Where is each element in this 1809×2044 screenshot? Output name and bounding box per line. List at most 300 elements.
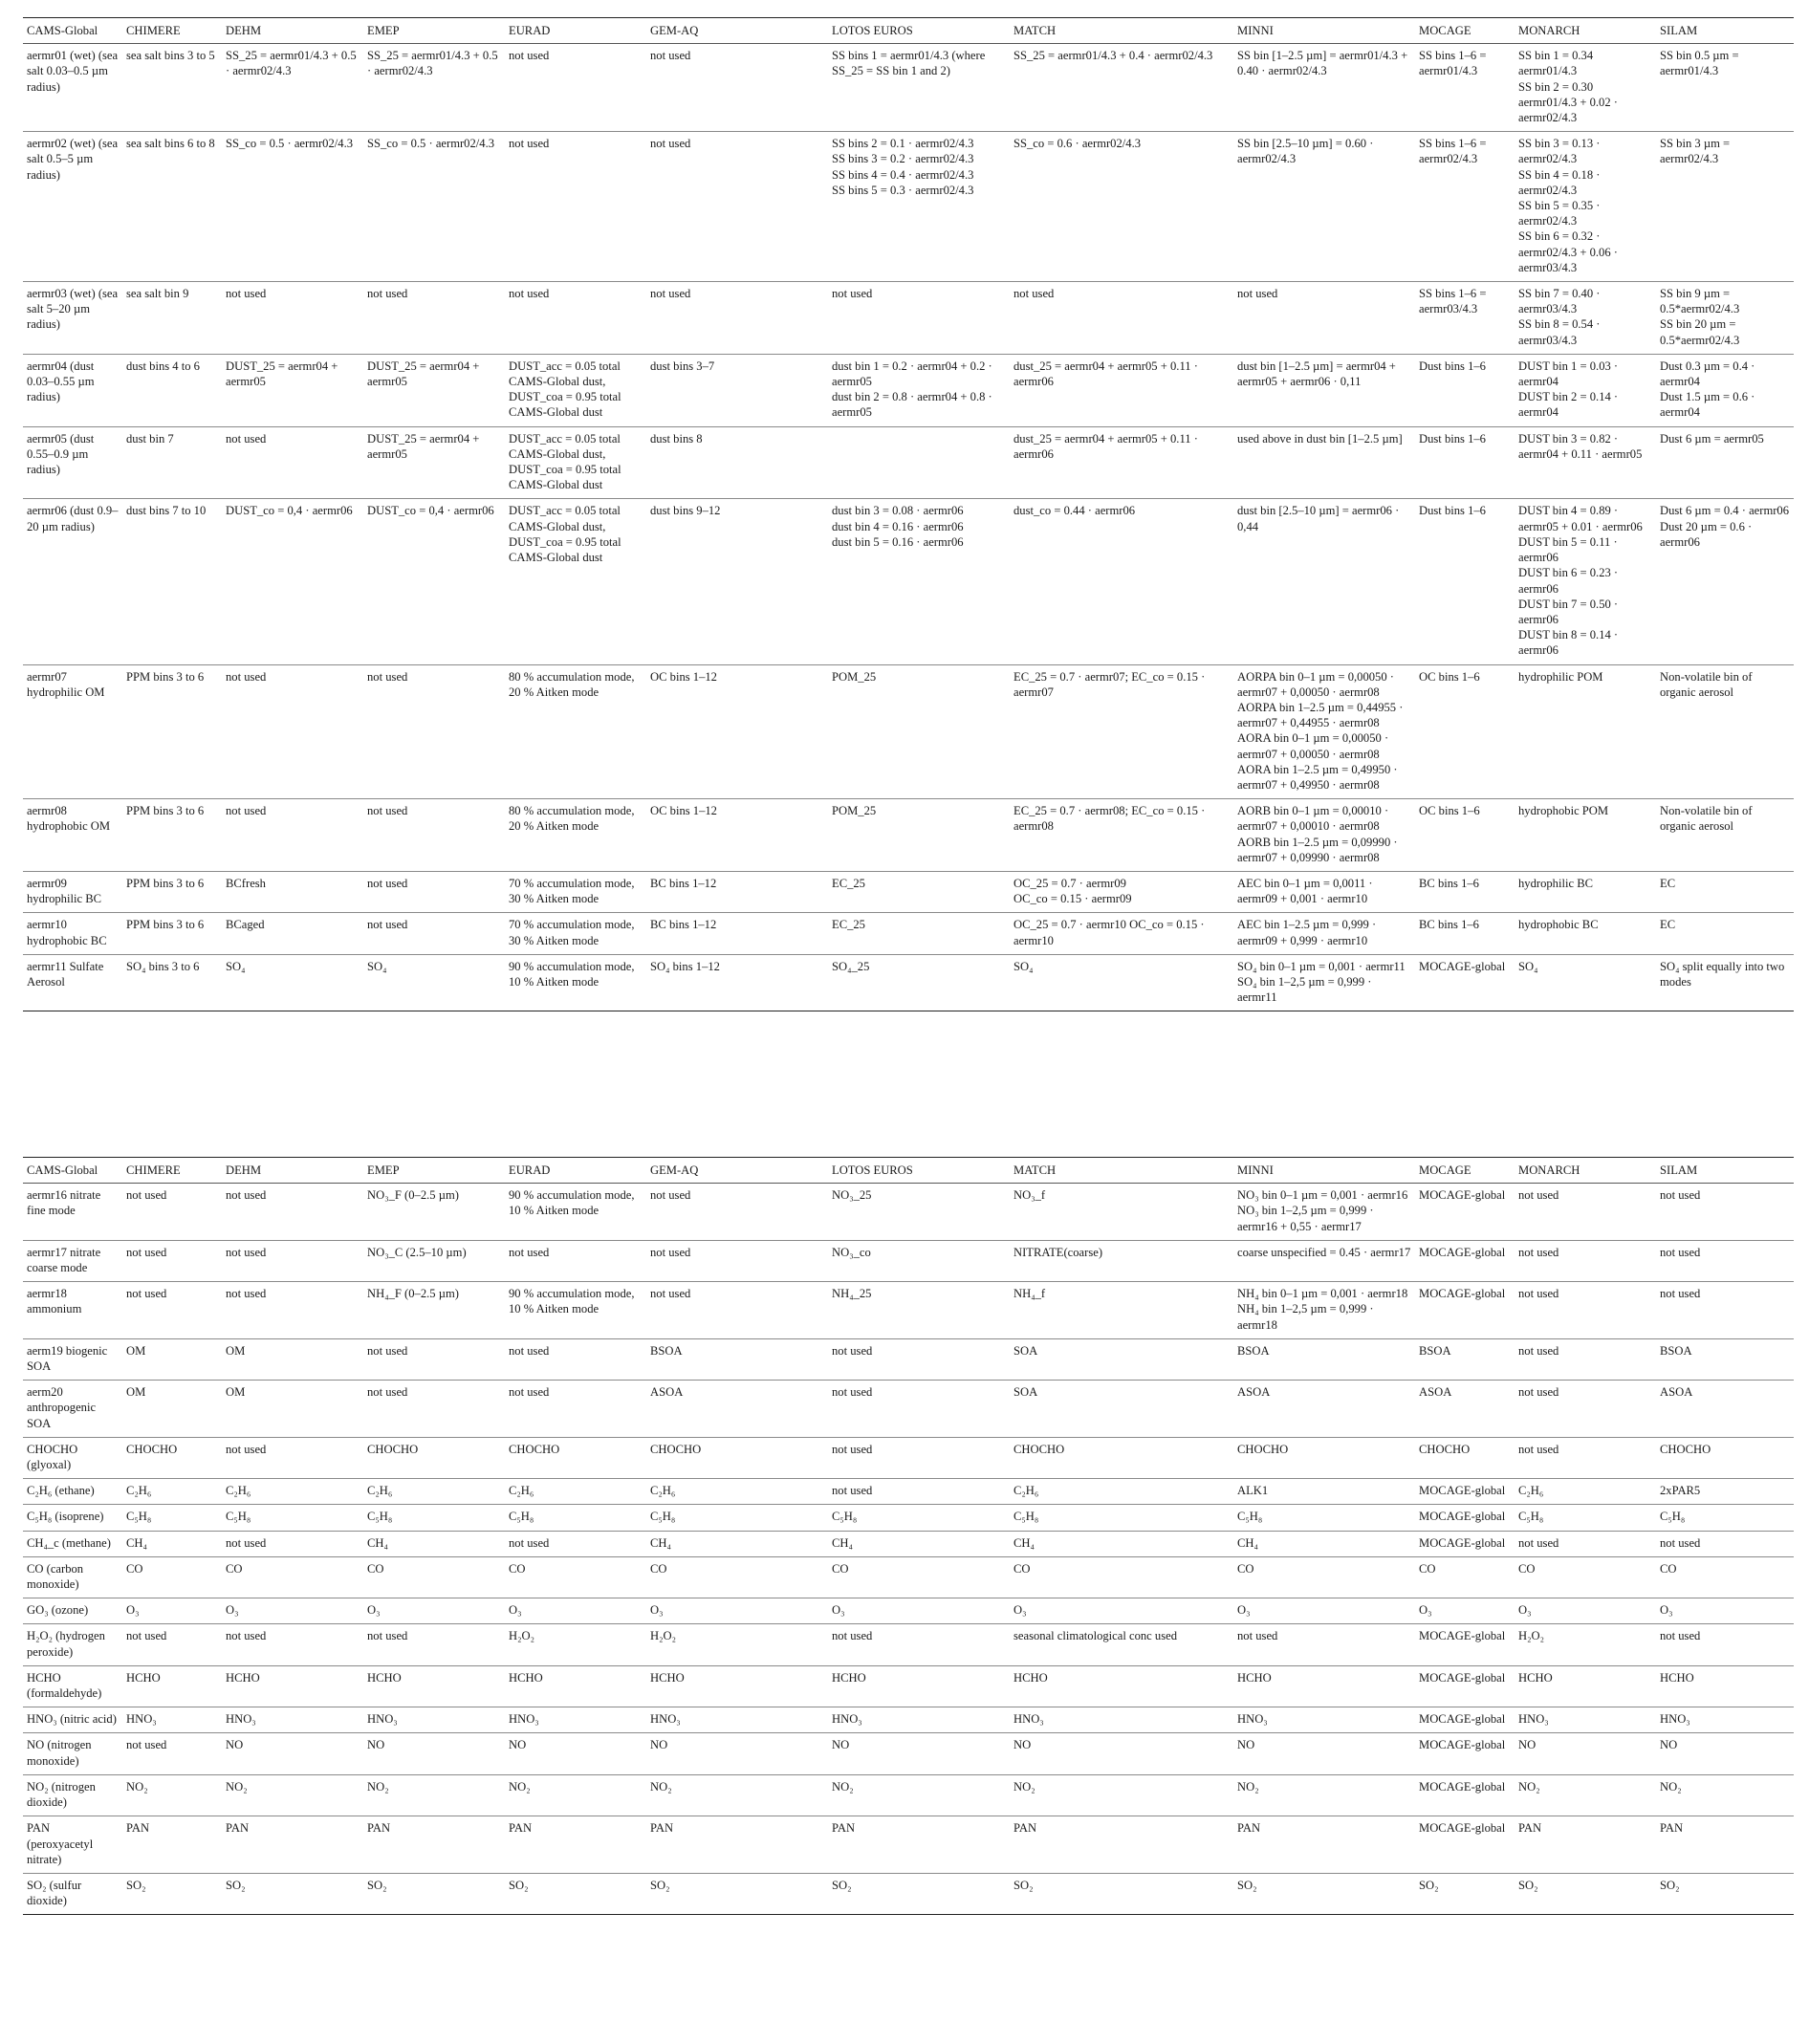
cell-monarch [1515,282,1656,355]
cell-line: CH₄ [650,1535,671,1550]
cell-minni [1233,1240,1415,1281]
cell-line: OM [126,1343,146,1358]
cell-line: not used [650,1287,691,1301]
cell-line: not used [226,287,267,301]
cell-line: DUST_co = 0,4 · aermr06 [367,504,494,518]
cell-mocage [1415,913,1515,954]
cell-match [1010,799,1233,872]
row-species-cell [23,1665,122,1707]
cell-dehm [222,1733,363,1774]
cell-match [1010,282,1233,355]
cell-line: CO [1518,1561,1536,1576]
cell-match [1010,354,1233,426]
cell-line: NO₂ (nitrogen dioxide) [27,1779,96,1810]
cell-eurad [505,1479,646,1505]
cell-line: CHOCHO [367,1442,419,1456]
column-header-mocage: MOCAGE [1419,1163,1471,1177]
cell-line: NO [1660,1738,1678,1752]
cell-line: SO₄ bin 1–2,5 µm = 0,999 · aermr11 [1237,974,1372,1005]
table-header-row [23,1158,1794,1184]
cell-line: DUST_acc = 0.05 total CAMS-Global dust, DUST_coa = 0.95 total CAMS-Global dust [509,431,621,492]
cell-lotos-euros [828,1598,1010,1624]
cell-dehm [222,1282,363,1339]
cell-line: NO₃_F (0–2.5 µm) [367,1188,459,1203]
cell-line: NO₂ [509,1779,531,1794]
cell-line: NO [226,1738,244,1752]
cell-line: not used [1518,1188,1559,1203]
cell-line: 90 % accumulation mode, 10 % Aitken mode [509,1287,635,1316]
cell-line: SO₂ [1013,1878,1034,1892]
cell-line: C₂H₆ [126,1484,152,1498]
cell-mocage [1415,1505,1515,1531]
cell-chimere [122,1338,222,1380]
cell-lotos-euros [828,913,1010,954]
cell-minni [1233,44,1415,132]
cell-minni [1233,499,1415,664]
row-species-cell [23,1338,122,1380]
cell-line: DUST_25 = aermr04 + aermr05 [226,359,338,389]
cell-line: MOCAGE-global [1419,1712,1506,1727]
cell-line: BSOA [650,1343,683,1358]
cell-line: HCHO [832,1670,866,1685]
cell-line: aermr16 nitrate fine mode [27,1188,101,1218]
cell-line: SO₄ [1518,959,1538,973]
cell-line: dust bins 4 to 6 [126,359,200,373]
column-header-mocage: MOCAGE [1419,24,1471,37]
cell-line: PAN (peroxyacetyl nitrate) [27,1821,94,1866]
cell-line: not used [832,1343,873,1358]
row-species-cell [23,871,122,912]
cell-line: not used [509,49,550,63]
cell-line: NO₂ [1660,1779,1682,1794]
cell-line: Dust 1.5 µm = 0.6 · aermr04 [1660,390,1755,420]
cell-eurad [505,1707,646,1733]
cell-chimere [122,1184,222,1241]
cell-line: DUST bin 3 = 0.82 · aermr04 + 0.11 · aermr05 [1518,431,1643,461]
cell-chimere [122,954,222,1011]
cell-silam [1656,1338,1794,1380]
cell-lotos-euros [828,1873,1010,1914]
cell-line: OM [126,1385,146,1400]
cell-minni [1233,132,1415,282]
cell-monarch [1515,426,1656,499]
cell-mocage [1415,1733,1515,1774]
cell-line: not used [226,1442,267,1456]
cell-minni [1233,1556,1415,1598]
cell-emep [363,913,505,954]
cell-monarch [1515,1381,1656,1438]
cell-gem-aq [646,1240,828,1281]
cell-line: CHOCHO [126,1442,178,1456]
cell-chimere [122,1531,222,1556]
cell-gem-aq [646,1338,828,1380]
cell-mocage [1415,1707,1515,1733]
cell-line: NO₂ [832,1779,854,1794]
cell-gem-aq [646,1598,828,1624]
cell-line: SO₂ [126,1878,146,1892]
cell-line: SO₂ [226,1878,246,1892]
cell-line: dust_25 = aermr04 + aermr05 + 0.11 · aermr06 [1013,359,1198,389]
table-row [23,1556,1794,1598]
cell-line: O₃ [1013,1603,1027,1618]
cell-line: OC bins 1–6 [1419,669,1480,684]
cell-line: 90 % accumulation mode, 10 % Aitken mode [509,959,635,989]
cell-eurad [505,44,646,132]
cell-line: MOCAGE-global [1419,1821,1506,1836]
cell-line: CO (carbon monoxide) [27,1561,84,1592]
cell-line: not used [367,1385,408,1400]
cell-line: MOCAGE-global [1419,1535,1506,1550]
cell-line: not used [367,1343,408,1358]
cell-line: SS bin 20 µm = 0.5*aermr02/4.3 [1660,317,1740,347]
cell-line: used above in dust bin [1–2.5 µm] [1237,431,1403,446]
cell-emep [363,1240,505,1281]
cell-line: not used [832,1442,873,1456]
cell-line: SO₄ split equally into two modes [1660,959,1785,989]
cell-chimere [122,1556,222,1598]
cell-chimere [122,44,222,132]
cell-line: AEC bin 1–2.5 µm = 0,999 · aermr09 + 0,999 · aermr10 [1237,918,1377,947]
cell-emep [363,1505,505,1531]
cell-minni [1233,1184,1415,1241]
cell-line: aermr18 ammonium [27,1287,82,1316]
cell-silam [1656,1816,1794,1874]
cell-line: SS bins 3 = 0.2 · aermr02/4.3 [832,152,974,166]
cell-line: CH₄_c (methane) [27,1535,111,1550]
cell-mocage [1415,354,1515,426]
cell-lotos-euros [828,499,1010,664]
cell-line: BSOA [1419,1343,1451,1358]
cell-gem-aq [646,1479,828,1505]
cell-line: C₅H₈ [1013,1510,1039,1524]
cell-silam [1656,1240,1794,1281]
row-species-cell [23,1505,122,1531]
cell-line: SO₂ [1660,1878,1680,1892]
cell-line: C₅H₈ (isoprene) [27,1510,104,1524]
cell-line: HCHO [126,1670,161,1685]
cell-chimere [122,426,222,499]
cell-chimere [122,1381,222,1438]
cell-line: not used [509,137,550,151]
cell-eurad [505,1381,646,1438]
cell-line: H₂O₂ [509,1629,534,1643]
cell-chimere [122,799,222,872]
cell-lotos-euros [828,1240,1010,1281]
cell-line: H₂O₂ [1518,1629,1544,1643]
cell-line: BC bins 1–12 [650,876,717,890]
cell-chimere [122,1624,222,1665]
cell-chimere [122,499,222,664]
cell-line: not used [1518,1442,1559,1456]
cell-mocage [1415,132,1515,282]
cell-mocage [1415,1240,1515,1281]
cell-line: C₅H₈ [226,1510,251,1524]
cell-emep [363,1479,505,1505]
cell-line: MOCAGE-global [1419,1629,1506,1643]
cell-lotos-euros [828,1338,1010,1380]
cell-line: O₃ [367,1603,381,1618]
cell-monarch [1515,1733,1656,1774]
cell-line: dust bins 7 to 10 [126,504,207,518]
cell-lotos-euros [828,664,1010,799]
cell-monarch [1515,913,1656,954]
cell-line: HNO₃ [367,1712,398,1727]
cell-match [1010,1505,1233,1531]
cell-line: sea salt bin 9 [126,287,189,301]
cell-line: dust_25 = aermr04 + aermr05 + 0.11 · aermr06 [1013,431,1198,461]
cell-minni [1233,1733,1415,1774]
cell-minni [1233,1505,1415,1531]
cell-match [1010,1665,1233,1707]
cell-line: CO [226,1561,243,1576]
cell-silam [1656,44,1794,132]
cell-line: dust_co = 0.44 · aermr06 [1013,504,1136,518]
cell-silam [1656,913,1794,954]
cell-line: aermr01 (wet) (sea salt 0.03–0.5 µm radius) [27,49,119,94]
cell-chimere [122,1873,222,1914]
cell-line: not used [1013,287,1055,301]
cell-line: HNO₃ [1518,1712,1549,1727]
cell-chimere [122,1240,222,1281]
cell-line: coarse unspecified = 0.45 · aermr17 [1237,1245,1411,1259]
cell-line: HNO₃ (nitric acid) [27,1712,117,1727]
cell-line: not used [1518,1245,1559,1259]
cell-silam [1656,354,1794,426]
cell-line: NO [1518,1738,1537,1752]
cell-line: dust bins 3–7 [650,359,715,373]
cell-line: dust bin 7 [126,431,174,446]
species-mapping-table-gases [23,1157,1794,1915]
cell-line: hydrophobic BC [1518,918,1599,932]
cell-line: 70 % accumulation mode, 30 % Aitken mode [509,918,635,947]
cell-line: SS bins 1 = aermr01/4.3 (where SS_25 = SS bin 1 and 2) [832,49,986,78]
cell-line: C₂H₆ [1013,1484,1039,1498]
column-header-cams-global: CAMS-Global [27,24,98,37]
table-row [23,132,1794,282]
cell-line: not used [126,1188,167,1203]
cell-emep [363,871,505,912]
cell-match [1010,1437,1233,1478]
cell-line: PAN [1237,1821,1261,1836]
cell-minni [1233,913,1415,954]
cell-emep [363,282,505,355]
cell-mocage [1415,1479,1515,1505]
cell-line: NO [1237,1738,1255,1752]
cell-line: NO [509,1738,527,1752]
row-species-cell [23,1816,122,1874]
cell-line: DUST bin 4 = 0.89 · aermr05 + 0.01 · aermr06 [1518,504,1643,533]
table-row [23,954,1794,1011]
cell-minni [1233,1598,1415,1624]
row-species-cell [23,1556,122,1598]
cell-line: SS_25 = aermr01/4.3 + 0.4 · aermr02/4.3 [1013,49,1213,63]
cell-dehm [222,1437,363,1478]
cell-line: EC_25 = 0.7 · aermr07; EC_co = 0.15 · aermr07 [1013,669,1206,699]
cell-match [1010,1282,1233,1339]
cell-line: not used [650,1188,691,1203]
cell-line: CHOCHO [1237,1442,1289,1456]
table-row [23,664,1794,799]
cell-gem-aq [646,354,828,426]
cell-mocage [1415,499,1515,664]
cell-line: C₅H₈ [1518,1510,1544,1524]
cell-line: C₅H₈ [650,1510,676,1524]
cell-dehm [222,913,363,954]
cell-lotos-euros [828,1437,1010,1478]
table-row [23,1665,1794,1707]
cell-line: PAN [226,1821,250,1836]
cell-minni [1233,1624,1415,1665]
cell-emep [363,132,505,282]
table-body [23,44,1794,1011]
cell-line: NH₄ bin 0–1 µm = 0,001 · aermr18 [1237,1287,1408,1301]
cell-line: C₅H₈ [1660,1510,1686,1524]
cell-line: SS bin 3 µm = aermr02/4.3 [1660,137,1731,166]
cell-mocage [1415,954,1515,1011]
cell-line: PAN [1518,1821,1542,1836]
cell-line: dust bins 9–12 [650,504,721,518]
cell-monarch [1515,1282,1656,1339]
cell-silam [1656,1873,1794,1914]
cell-line: NH₄_F (0–2.5 µm) [367,1287,459,1301]
cell-line: PAN [832,1821,856,1836]
cell-minni [1233,282,1415,355]
table-row [23,799,1794,872]
cell-mocage [1415,1556,1515,1598]
cell-eurad [505,1437,646,1478]
cell-eurad [505,871,646,912]
table-row [23,1873,1794,1914]
cell-line: not used [1518,1287,1559,1301]
cell-line: CHOCHO [650,1442,702,1456]
cell-lotos-euros [828,1479,1010,1505]
cell-line: aerm19 biogenic SOA [27,1343,108,1374]
cell-emep [363,499,505,664]
cell-minni [1233,1282,1415,1339]
cell-line: not used [1237,1629,1278,1643]
cell-line: SS bin 2 = 0.30 aermr01/4.3 + 0.02 · aermr02/4.3 [1518,79,1618,125]
column-header-monarch: MONARCH [1518,1163,1580,1177]
cell-line: 80 % accumulation mode, 20 % Aitken mode [509,669,635,699]
cell-line: BC bins 1–6 [1419,918,1479,932]
cell-line: NO [832,1738,850,1752]
cell-chimere [122,913,222,954]
cell-gem-aq [646,1505,828,1531]
cell-gem-aq [646,132,828,282]
cell-match [1010,1531,1233,1556]
cell-line: aermr11 Sulfate Aerosol [27,959,104,989]
cell-emep [363,664,505,799]
cell-dehm [222,354,363,426]
cell-line: NO₃_25 [832,1188,872,1203]
cell-match [1010,1184,1233,1241]
cell-minni [1233,1381,1415,1438]
cell-line: SO₂ [509,1878,529,1892]
cell-monarch [1515,954,1656,1011]
cell-line: NO₃ bin 0–1 µm = 0,001 · aermr16 [1237,1188,1408,1203]
table-row [23,1338,1794,1380]
cell-line: aermr17 nitrate coarse mode [27,1245,101,1275]
cell-emep [363,44,505,132]
cell-line: BC bins 1–6 [1419,876,1479,890]
cell-line: SO₄ bin 0–1 µm = 0,001 · aermr11 [1237,959,1406,973]
cell-line: SS bin 8 = 0.54 · aermr03/4.3 [1518,317,1601,347]
cell-minni [1233,871,1415,912]
cell-line: H₂O₂ [650,1629,676,1643]
cell-line: not used [367,918,408,932]
cell-minni [1233,1816,1415,1874]
cell-monarch [1515,1338,1656,1380]
cell-emep [363,1665,505,1707]
cell-gem-aq [646,1381,828,1438]
cell-emep [363,1816,505,1874]
cell-line: CH₄ [1237,1535,1258,1550]
cell-minni [1233,1338,1415,1380]
cell-chimere [122,664,222,799]
cell-lotos-euros [828,871,1010,912]
cell-line: SS bin 3 = 0.13 · aermr02/4.3 [1518,137,1601,166]
cell-line: C₂H₆ (ethane) [27,1484,95,1498]
cell-mocage [1415,1437,1515,1478]
cell-line: DUST_co = 0,4 · aermr06 [226,504,353,518]
cell-line: AEC bin 0–1 µm = 0,0011 · aermr09 + 0,001 · aermr10 [1237,876,1373,906]
cell-line: OM [226,1385,246,1400]
cell-line: SOA [1013,1385,1038,1400]
table-row [23,499,1794,664]
table-row [23,913,1794,954]
cell-line: OC_25 = 0.7 · aermr10 OC_co = 0.15 · aermr10 [1013,918,1205,947]
cell-chimere [122,1774,222,1816]
cell-line: aermr07 hydrophilic OM [27,669,105,699]
cell-match [1010,1598,1233,1624]
cell-gem-aq [646,1556,828,1598]
row-species-cell [23,132,122,282]
cell-eurad [505,1624,646,1665]
cell-eurad [505,354,646,426]
cell-line: O₃ [1237,1603,1251,1618]
cell-line: MOCAGE-global [1419,1245,1506,1259]
cell-line: Dust 20 µm = 0.6 · aermr06 [1660,519,1753,549]
cell-line: O₃ [126,1603,140,1618]
cell-line: CO [126,1561,143,1576]
cell-eurad [505,1733,646,1774]
cell-line: CHOCHO [1419,1442,1471,1456]
cell-line: dust bin [1–2.5 µm] = aermr04 + aermr05 + aermr06 · 0,11 [1237,359,1396,389]
cell-silam [1656,1531,1794,1556]
cell-line: not used [509,287,550,301]
cell-line: CO [1237,1561,1254,1576]
table-row [23,871,1794,912]
column-header-lotos-euros: LOTOS EUROS [832,1163,913,1177]
cell-line: HCHO [1013,1670,1048,1685]
cell-line: SS bins 5 = 0.3 · aermr02/4.3 [832,183,974,197]
cell-line: SO₄_25 [832,959,870,973]
cell-monarch [1515,1240,1656,1281]
cell-monarch [1515,1556,1656,1598]
cell-silam [1656,1505,1794,1531]
cell-line: NO₃ bin 1–2,5 µm = 0,999 · aermr16 + 0,55 · aermr17 [1237,1204,1374,1233]
cell-gem-aq [646,664,828,799]
cell-line: SS bin 0.5 µm = aermr01/4.3 [1660,49,1739,78]
cell-eurad [505,1873,646,1914]
cell-line: NO₂ [367,1779,389,1794]
cell-line: O₃ [226,1603,239,1618]
cell-eurad [505,1531,646,1556]
cell-line: SO₄ [226,959,246,973]
table-row [23,1707,1794,1733]
table-row [23,1184,1794,1241]
cell-chimere [122,1598,222,1624]
